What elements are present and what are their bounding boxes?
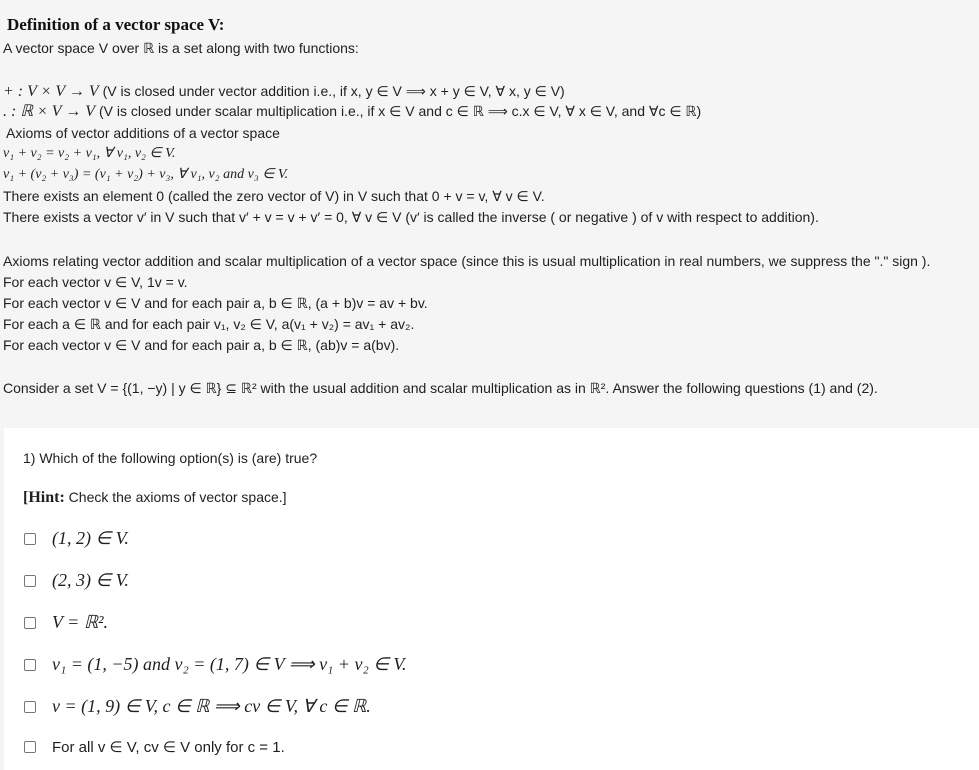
option-1-checkbox[interactable] [24,533,36,545]
option-3-label: V = ℝ². [52,612,108,632]
addition-function-math: + : V × V → V [3,83,99,100]
axiom-identity: For each vector v ∈ V, 1v = v. [3,274,188,290]
axiom-zero-vector: There exists an element 0 (called the zero vector of V) in V such that 0 + v = v, ∀ v ∈ V. [3,188,545,204]
addition-function-text: (V is closed under vector addition i.e., if x, y ∈ V ⟹ x + y ∈ V, ∀ x, y ∈ V) [102,83,565,99]
axiom-associativity: v₁ + (v₂ + v₃) = (v₁ + v₂) + v₃, ∀ v₁, v₂ and v₃ ∈ V. [3,167,289,182]
axiom-commutativity: v₁ + v₂ = v₂ + v₁, ∀ v₁, v₂ ∈ V. [3,146,176,161]
option-4[interactable] [24,654,407,675]
addition-axioms-heading: Axioms of vector additions of a vector space [6,125,280,141]
definition-title: Definition of a vector space V: [7,15,225,34]
option-2[interactable] [24,570,129,591]
scalar-function-math: . : ℝ × V → V [3,103,96,120]
addition-function [3,82,565,101]
option-6-label: For all v ∈ V, cv ∈ V only for c = 1. [52,739,285,756]
axiom-scalar-distributive: For each vector v ∈ V and for each pair a, b ∈ ℝ, (a + b)v = av + bv. [3,295,428,311]
question-text: 1) Which of the following option(s) is (are) true? [23,450,318,466]
question-hint [23,489,287,507]
question-card [4,428,979,770]
option-4-label: v₁ = (1, −5) and v₂ = (1, 7) ∈ V ⟹ v₁ + v₂ ∈ V. [52,654,407,674]
option-1[interactable] [24,528,129,549]
axiom-compatibility: For each vector v ∈ V and for each pair a, b ∈ ℝ, (ab)v = a(bv). [3,337,400,353]
option-6-checkbox[interactable] [24,741,36,753]
option-2-label: (2, 3) ∈ V. [52,570,129,590]
scalar-function-text: (V is closed under scalar multiplication i.e., if x ∈ V and c ∈ ℝ ⟹ c.x ∈ V, ∀ x ∈ V, and ∀c ∈ ℝ) [98,103,702,119]
option-4-checkbox[interactable] [24,659,36,671]
option-5[interactable] [24,696,371,717]
axiom-inverse: There exists a vector v′ in V such that v′ + v = v + v′ = 0, ∀ v ∈ V (v′ is called the inverse ( or negative ) of v with respect to addition). [3,209,819,225]
scalar-axioms-heading: Axioms relating vector addition and scalar multiplication of a vector space (since this is usual multiplication in real numbers, we suppress the "." sign ). [3,253,931,269]
option-5-checkbox[interactable] [24,701,36,713]
option-5-label: v = (1, 9) ∈ V, c ∈ ℝ ⟹ cv ∈ V, ∀ c ∈ ℝ. [52,696,371,716]
problem-statement: Consider a set V = {(1, −y) | y ∈ ℝ} ⊆ ℝ² with the usual addition and scalar multiplication as in ℝ². Answer the following questions (1) and (2). [3,380,878,396]
axiom-vector-distributive: For each a ∈ ℝ and for each pair v₁, v₂ ∈ V, a(v₁ + v₂) = av₁ + av₂. [3,316,415,332]
option-1-label: (1, 2) ∈ V. [52,528,129,548]
definition-intro: A vector space V over ℝ is a set along with two functions: [3,40,359,56]
hint-text: Check the axioms of vector space.] [64,489,287,505]
option-2-checkbox[interactable] [24,575,36,587]
option-3-checkbox[interactable] [24,617,36,629]
scalar-function [3,102,701,121]
option-6[interactable] [24,738,285,756]
hint-label: [Hint: [23,489,65,506]
option-3[interactable] [24,612,108,633]
